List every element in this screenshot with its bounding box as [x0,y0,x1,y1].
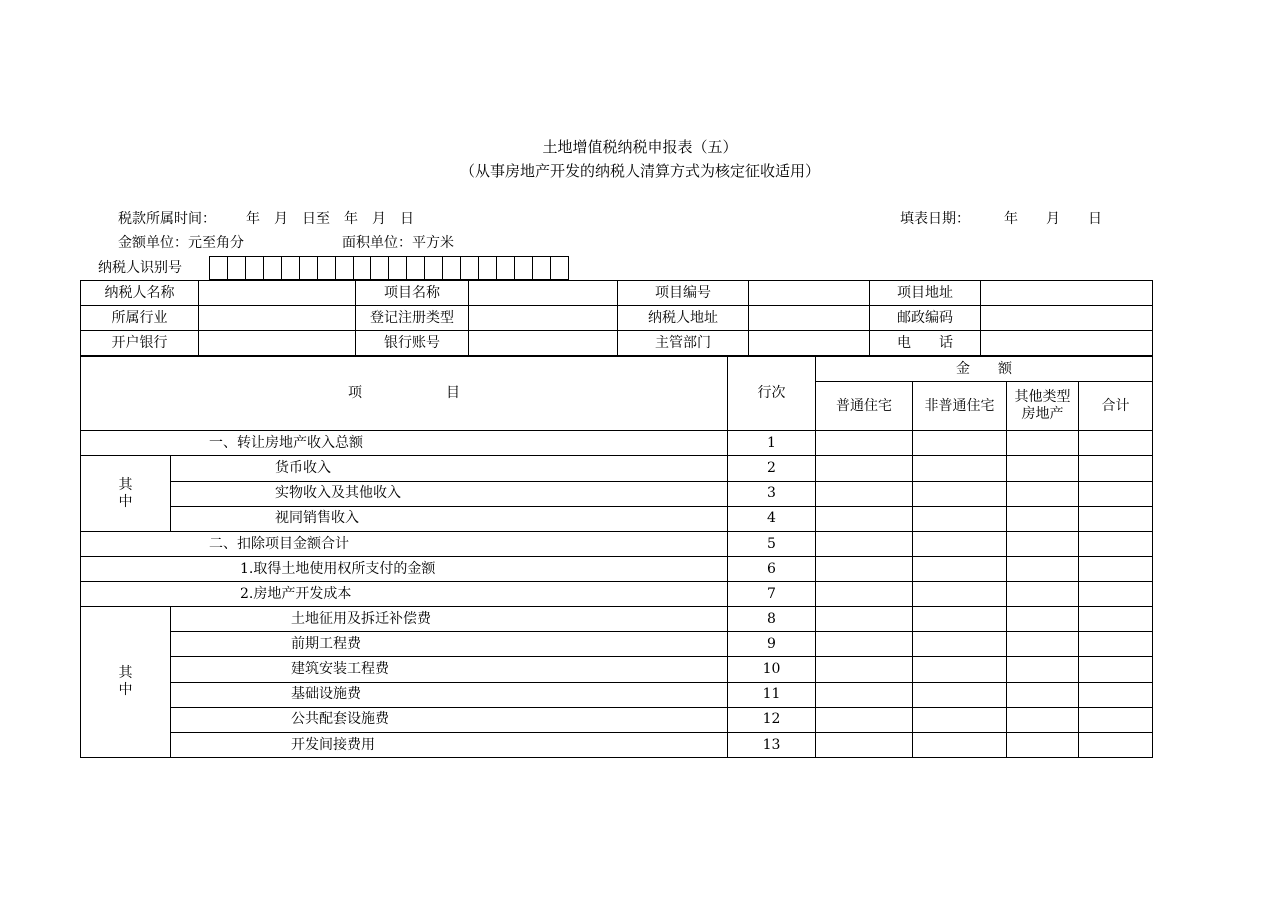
table-row [81,732,1153,757]
non-ordinary-header: 非普通住宅 [913,382,1007,431]
id-box[interactable] [335,257,353,280]
row-no: 1 [728,431,816,456]
row-no: 2 [728,456,816,481]
id-box[interactable] [371,257,389,280]
table-row [81,481,1153,506]
id-box[interactable] [317,257,335,280]
amount-cell[interactable] [816,531,913,556]
amount-cell[interactable] [1079,607,1153,632]
amount-cell[interactable] [1079,657,1153,682]
id-box[interactable] [532,257,550,280]
row-no: 5 [728,531,816,556]
amount-cell[interactable] [913,531,1007,556]
amount-cell[interactable] [1007,481,1079,506]
area-unit: 面积单位：平方米 [342,235,454,251]
total-header: 合计 [1079,382,1153,431]
zhong-char: 中 [118,493,133,510]
amount-cell[interactable] [913,682,1007,707]
amount-cell[interactable] [913,456,1007,481]
amount-cell[interactable] [1079,506,1153,531]
qi-zhong-label [81,456,171,531]
main-table [80,356,1153,758]
qi-char: 其 [118,665,133,682]
amount-cell[interactable] [1079,531,1153,556]
row-no: 11 [728,682,816,707]
row-label: 基础设施费 [171,682,728,707]
amount-cell[interactable] [1007,657,1079,682]
row-label: 视同销售收入 [171,506,728,531]
taxpayer-id-boxes [209,256,569,280]
other-type-line1: 其他类型 [1014,389,1071,406]
qi-char: 其 [118,476,133,493]
amount-cell[interactable] [816,707,913,732]
row-no-header: 行次 [728,357,816,431]
row-no: 13 [728,732,816,757]
form-subtitle: （从事房地产开发的纳税人清算方式为核定征收适用） [459,162,820,180]
taxpayer-id-label: 纳税人识别号 [98,260,182,276]
amount-cell[interactable] [913,707,1007,732]
id-box[interactable] [227,257,245,280]
amount-cell[interactable] [1079,732,1153,757]
taxpayer-info-table [80,280,1153,356]
taxpayer-name-field[interactable] [199,281,356,306]
row-no: 4 [728,506,816,531]
row-label: 1.取得土地使用权所支付的金额 [81,556,728,581]
row-no: 7 [728,582,816,607]
table-row [81,582,1153,607]
id-box[interactable] [514,257,532,280]
row-label: 货币收入 [171,456,728,481]
amount-cell[interactable] [1079,682,1153,707]
amount-cell[interactable] [913,556,1007,581]
project-no-label: 项目编号 [618,281,749,306]
id-box[interactable] [407,257,425,280]
amount-unit: 金额单位：元至角分 [118,235,244,251]
industry-field[interactable] [199,306,356,331]
amount-cell[interactable] [1079,582,1153,607]
row-no: 9 [728,632,816,657]
amount-cell[interactable] [816,657,913,682]
row-label: 二、扣除项目金额合计 [81,531,728,556]
postcode-label: 邮政编码 [870,306,981,331]
amount-cell[interactable] [913,607,1007,632]
bank-field[interactable] [199,331,356,356]
row-label: 2.房地产开发成本 [81,582,728,607]
ordinary-header: 普通住宅 [816,382,913,431]
postcode-field[interactable] [981,306,1153,331]
authority-field[interactable] [749,331,870,356]
amount-cell[interactable] [816,456,913,481]
amount-cell[interactable] [1007,732,1079,757]
fill-date-blank: 年 月 日 [1004,211,1102,227]
table-row [81,456,1153,481]
phone-label: 电 话 [870,331,981,356]
amount-cell[interactable] [913,632,1007,657]
amount-cell[interactable] [816,481,913,506]
amount-cell[interactable] [816,682,913,707]
amount-cell[interactable] [1079,456,1153,481]
amount-cell[interactable] [816,556,913,581]
taxpayer-address-field[interactable] [749,306,870,331]
amount-cell[interactable] [913,582,1007,607]
id-box[interactable] [550,257,568,280]
project-address-label: 项目地址 [870,281,981,306]
taxpayer-name-label: 纳税人名称 [81,281,199,306]
amount-cell[interactable] [1007,707,1079,732]
table-row [81,431,1153,456]
amount-cell[interactable] [816,607,913,632]
id-box[interactable] [281,257,299,280]
project-name-field[interactable] [469,281,618,306]
project-no-field[interactable] [749,281,870,306]
id-box[interactable] [263,257,281,280]
amount-cell[interactable] [816,582,913,607]
row-label: 土地征用及拆迁补偿费 [171,607,728,632]
table-row [81,607,1153,632]
other-type-header [1007,382,1079,431]
amount-cell[interactable] [1079,556,1153,581]
phone-field[interactable] [981,331,1153,356]
amount-cell[interactable] [1007,456,1079,481]
table-row [81,682,1153,707]
id-box[interactable] [353,257,371,280]
id-box[interactable] [299,257,317,280]
amount-cell[interactable] [1007,531,1079,556]
row-label: 建筑安装工程费 [171,657,728,682]
id-box[interactable] [479,257,497,280]
amount-cell[interactable] [1079,481,1153,506]
amount-cell[interactable] [816,632,913,657]
project-name-label: 项目名称 [356,281,469,306]
amount-cell[interactable] [913,732,1007,757]
form-title: 土地增值税纳税申报表（五） [542,138,738,156]
reg-type-field[interactable] [469,306,618,331]
fill-date-label: 填表日期： [900,211,970,227]
row-label: 开发间接费用 [171,732,728,757]
amount-cell[interactable] [816,506,913,531]
amount-cell[interactable] [1007,607,1079,632]
table-row [81,632,1153,657]
amount-header: 金 额 [816,357,1153,382]
amount-cell[interactable] [816,431,913,456]
reg-type-label: 登记注册类型 [356,306,469,331]
table-row [81,657,1153,682]
amount-cell[interactable] [816,732,913,757]
amount-cell[interactable] [913,657,1007,682]
industry-label: 所属行业 [81,306,199,331]
id-box[interactable] [245,257,263,280]
zhong-char: 中 [118,682,133,699]
id-box[interactable] [461,257,479,280]
authority-label: 主管部门 [618,331,749,356]
row-label: 公共配套设施费 [171,707,728,732]
amount-cell[interactable] [913,506,1007,531]
amount-cell[interactable] [913,431,1007,456]
row-no: 10 [728,657,816,682]
id-box[interactable] [497,257,515,280]
taxpayer-address-label: 纳税人地址 [618,306,749,331]
amount-cell[interactable] [1007,556,1079,581]
amount-cell[interactable] [1007,431,1079,456]
amount-cell[interactable] [1007,682,1079,707]
qi-zhong-label [81,607,171,758]
project-address-field[interactable] [981,281,1153,306]
row-label: 实物收入及其他收入 [171,481,728,506]
amount-cell[interactable] [1007,632,1079,657]
amount-cell[interactable] [913,481,1007,506]
row-no: 6 [728,556,816,581]
row-no: 8 [728,607,816,632]
table-row [81,707,1153,732]
table-row [81,531,1153,556]
amount-cell[interactable] [1079,707,1153,732]
period-blank: 年 月 日至 年 月 日 [246,211,414,227]
bank-account-label: 银行账号 [356,331,469,356]
amount-cell[interactable] [1007,506,1079,531]
amount-cell[interactable] [1079,632,1153,657]
row-no: 12 [728,707,816,732]
amount-cell[interactable] [1007,582,1079,607]
row-label: 前期工程费 [171,632,728,657]
row-label: 一、转让房地产收入总额 [81,431,728,456]
bank-account-field[interactable] [469,331,618,356]
table-row [81,506,1153,531]
id-box[interactable] [425,257,443,280]
table-row [81,556,1153,581]
id-box[interactable] [389,257,407,280]
bank-label: 开户银行 [81,331,199,356]
id-box[interactable] [443,257,461,280]
other-type-line2: 房地产 [1021,406,1064,423]
period-label: 税款所属时间： [118,211,216,227]
row-no: 3 [728,481,816,506]
item-header: 项 目 [81,357,728,431]
id-box[interactable] [210,257,228,280]
amount-cell[interactable] [1079,431,1153,456]
